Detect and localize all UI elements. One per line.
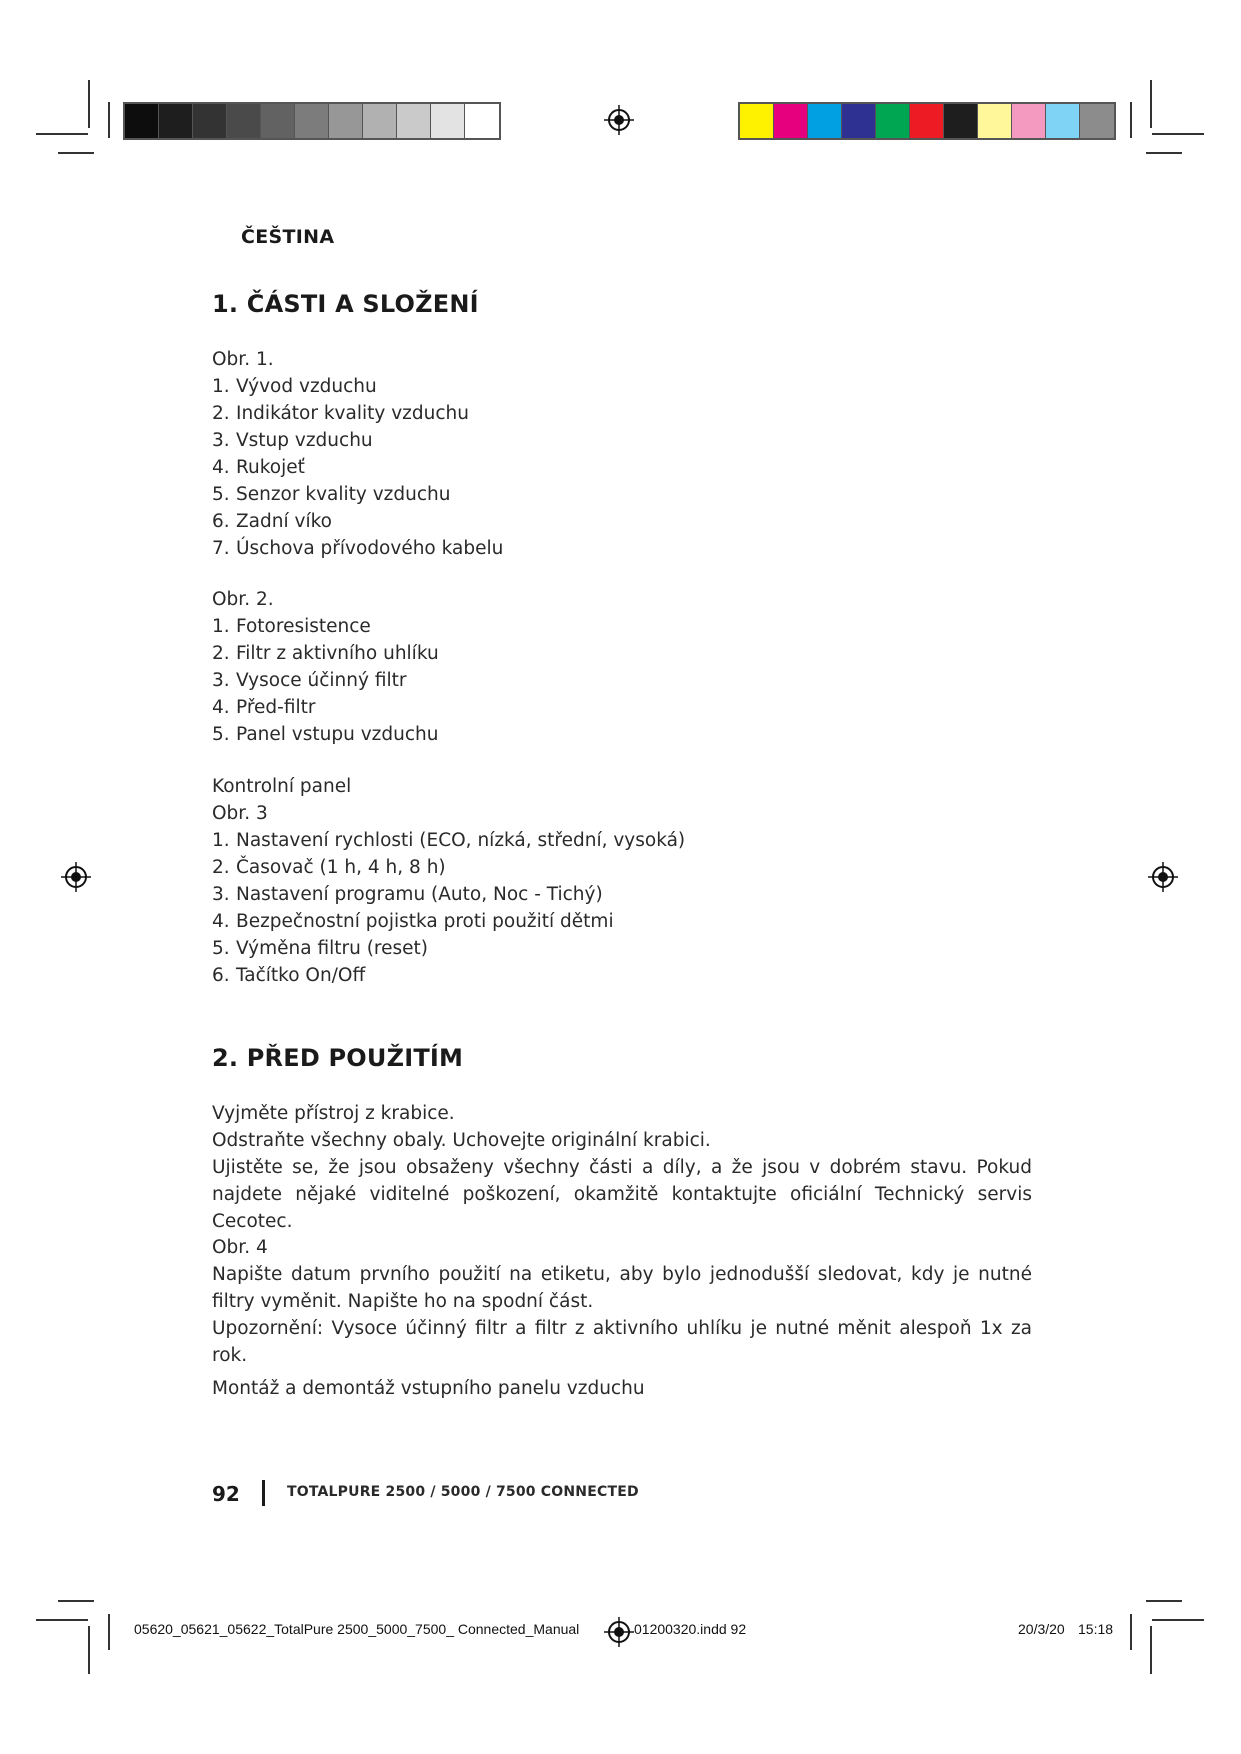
paragraph-write-date: Napište datum prvního použití na etiketu, aby bylo jednodušší sledovat, kdy je nutné filtry vyměnit. Napište ho na spodní část.: [212, 1264, 1032, 1312]
list-item: [212, 962, 685, 989]
slug-filename: 05620_05621_05622_TotalPure 2500_5000_7500_ Connected_Manual: [134, 1621, 580, 1637]
list-item-number: 2.: [212, 403, 230, 424]
registration-mark-left-icon: [61, 862, 91, 892]
list-item: [212, 454, 503, 481]
list-item-text: Vysoce účinný filtr: [236, 670, 407, 691]
product-name: TOTALPURE 2500 / 5000 / 7500 CONNECTED: [287, 1484, 639, 1500]
fig4-block: [212, 1234, 1032, 1369]
process-color-swatch: [842, 104, 876, 138]
list-item-text: Filtr z aktivního uhlíku: [236, 643, 439, 664]
fig2-parts-list: [212, 613, 439, 748]
section-2-title: 2. PŘED POUŽITÍM: [212, 1044, 464, 1072]
list-item-text: Zadní víko: [236, 511, 332, 532]
process-color-swatch: [910, 104, 944, 138]
crop-mark-tl-h: [36, 133, 88, 135]
gray-swatch: [465, 104, 499, 138]
registration-mark-right-icon: [1148, 862, 1178, 892]
list-item-number: 4.: [212, 911, 230, 932]
list-item-number: 2.: [212, 857, 230, 878]
crop-mark-br-v2: [1130, 1614, 1132, 1650]
list-item-text: Časovač (1 h, 4 h, 8 h): [236, 857, 446, 878]
crop-mark-tr-h2: [1146, 152, 1182, 154]
list-item-number: 1.: [212, 376, 230, 397]
slug-filename-page: 01200320.indd 92: [634, 1621, 747, 1637]
list-item: [212, 827, 685, 854]
crop-mark-bl-v2: [108, 1614, 110, 1650]
list-item-number: 4.: [212, 697, 230, 718]
gray-swatch: [261, 104, 295, 138]
process-color-swatch: [1080, 104, 1114, 138]
before-use-text: [212, 1100, 1032, 1235]
crop-mark-tl-v: [88, 80, 90, 128]
footer-divider: [262, 1480, 265, 1506]
process-color-swatch: [740, 104, 774, 138]
list-item-number: 5.: [212, 484, 230, 505]
list-item: [212, 908, 685, 935]
fig1-label: Obr. 1.: [212, 349, 274, 370]
list-item-text: Fotoresistence: [236, 616, 371, 637]
list-item-text: Výměna filtru (reset): [236, 938, 429, 959]
process-color-swatch: [1046, 104, 1080, 138]
control-panel-list: [212, 827, 685, 989]
process-color-swatch: [808, 104, 842, 138]
list-item: [212, 694, 439, 721]
gray-swatch: [397, 104, 431, 138]
list-item: [212, 481, 503, 508]
language-header: ČEŠTINA: [241, 226, 335, 248]
list-item-text: Nastavení programu (Auto, Noc - Tichý): [236, 884, 603, 905]
crop-mark-br-h: [1146, 1600, 1182, 1602]
list-item: [212, 854, 685, 881]
paragraph-check-parts: Ujistěte se, že jsou obsaženy všechny části a díly, a že jsou v dobrém stavu. Pokud najdete nějaké viditelné poškození, okamžitě kontaktujte oficiální Technický servis Cecotec.: [212, 1157, 1032, 1232]
list-item-text: Indikátor kvality vzduchu: [236, 403, 469, 424]
list-item-number: 7.: [212, 538, 230, 559]
list-item: [212, 640, 439, 667]
list-item-number: 1.: [212, 830, 230, 851]
process-color-swatch: [978, 104, 1012, 138]
list-item: [212, 721, 439, 748]
list-item: [212, 400, 503, 427]
list-item-number: 4.: [212, 457, 230, 478]
list-item-text: Tačítko On/Off: [236, 965, 366, 986]
crop-mark-bl-v: [88, 1626, 90, 1674]
list-item: [212, 667, 439, 694]
crop-mark-tl-v2: [108, 102, 110, 138]
crop-mark-bl-h: [58, 1600, 94, 1602]
list-item-number: 2.: [212, 643, 230, 664]
panel-assembly-heading: Montáž a demontáž vstupního panelu vzduchu: [212, 1378, 645, 1399]
list-item: [212, 373, 503, 400]
process-color-swatch: [774, 104, 808, 138]
page-number: 92: [212, 1482, 240, 1506]
fig3-label: Obr. 3: [212, 803, 268, 824]
list-item-number: 5.: [212, 938, 230, 959]
slug-date: 20/3/20: [1018, 1621, 1065, 1637]
list-item-number: 1.: [212, 616, 230, 637]
list-item-text: Senzor kvality vzduchu: [236, 484, 451, 505]
control-panel-heading: Kontrolní panel: [212, 776, 352, 797]
list-item-number: 5.: [212, 724, 230, 745]
process-color-swatch: [876, 104, 910, 138]
section-1-title: 1. ČÁSTI A SLOŽENÍ: [212, 290, 479, 318]
list-item-text: Nastavení rychlosti (ECO, nízká, střední, vysoká): [236, 830, 686, 851]
gray-swatch: [329, 104, 363, 138]
registration-mark-top-icon: [604, 105, 634, 135]
fig4-label: Obr. 4: [212, 1237, 268, 1258]
list-item-text: Rukojeť: [236, 457, 305, 478]
process-color-bar: [738, 102, 1116, 140]
list-item-number: 6.: [212, 965, 230, 986]
paragraph-unpack: Vyjměte přístroj z krabice.: [212, 1103, 455, 1124]
list-item-text: Panel vstupu vzduchu: [236, 724, 439, 745]
gray-swatch: [363, 104, 397, 138]
gray-swatch: [227, 104, 261, 138]
grayscale-color-bar: [123, 102, 501, 140]
process-color-swatch: [1012, 104, 1046, 138]
crop-mark-br-h2: [1152, 1619, 1204, 1621]
list-item: [212, 881, 685, 908]
crop-mark-tl-h2: [58, 152, 94, 154]
gray-swatch: [295, 104, 329, 138]
list-item: [212, 535, 503, 562]
list-item: [212, 935, 685, 962]
list-item: [212, 613, 439, 640]
crop-mark-tr-v: [1150, 80, 1152, 128]
gray-swatch: [159, 104, 193, 138]
list-item-number: 3.: [212, 430, 230, 451]
process-color-swatch: [944, 104, 978, 138]
crop-mark-tr-h: [1152, 133, 1204, 135]
gray-swatch: [125, 104, 159, 138]
crop-mark-br-v: [1150, 1626, 1152, 1674]
list-item-text: Před-filtr: [236, 697, 316, 718]
crop-mark-tr-v2: [1130, 102, 1132, 138]
list-item-text: Úschova přívodového kabelu: [236, 538, 504, 559]
list-item-text: Bezpečnostní pojistka proti použití dětmi: [236, 911, 614, 932]
fig1-parts-list: [212, 373, 503, 562]
list-item-number: 6.: [212, 511, 230, 532]
crop-mark-bl-h2: [36, 1619, 88, 1621]
list-item: [212, 508, 503, 535]
list-item-number: 3.: [212, 884, 230, 905]
paragraph-warning: Upozornění: Vysoce účinný filtr a filtr z aktivního uhlíku je nutné měnit alespoň 1x za rok.: [212, 1318, 1032, 1366]
slug-time: 15:18: [1078, 1621, 1114, 1637]
gray-swatch: [431, 104, 465, 138]
list-item-text: Vývod vzduchu: [236, 376, 377, 397]
list-item: [212, 427, 503, 454]
list-item-text: Vstup vzduchu: [236, 430, 373, 451]
fig2-label: Obr. 2.: [212, 589, 274, 610]
registration-mark-bottom-icon: [604, 1617, 634, 1647]
paragraph-remove-packaging: Odstraňte všechny obaly. Uchovejte originální krabici.: [212, 1130, 711, 1151]
gray-swatch: [193, 104, 227, 138]
list-item-number: 3.: [212, 670, 230, 691]
